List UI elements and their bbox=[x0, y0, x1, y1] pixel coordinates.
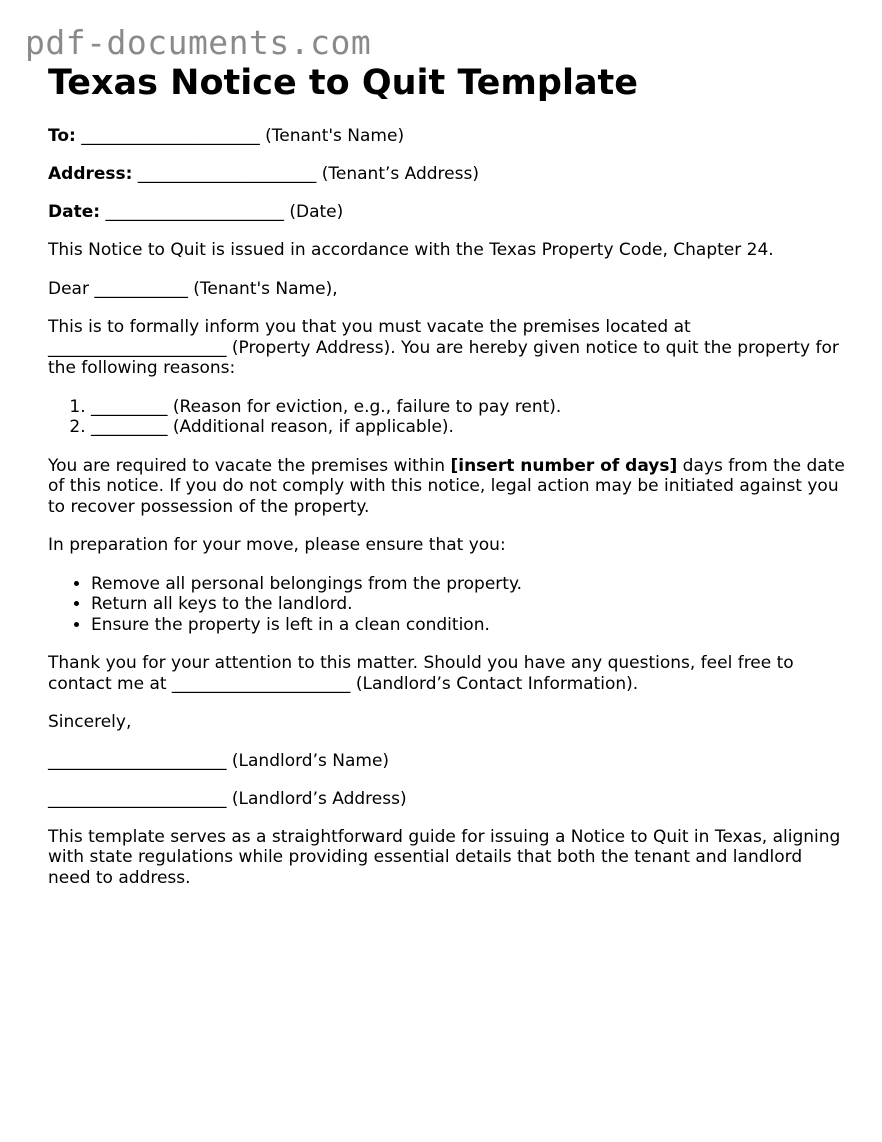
address-label: Address: bbox=[48, 164, 133, 184]
thanks-line-2: contact me at _____________________ (Landlord’s Contact Information). bbox=[48, 673, 639, 694]
watermark: pdf-documents.com bbox=[25, 23, 372, 62]
landlord-name-field: _____________________ (Landlord’s Name) bbox=[48, 750, 390, 771]
preparation-list bbox=[48, 574, 848, 636]
address-field bbox=[48, 164, 848, 185]
thanks-paragraph bbox=[48, 653, 848, 694]
deadline-text-after: days from the date of this notice. If you do not comply with this notice, legal action may be initiated against you to recover possession of the property. bbox=[48, 455, 845, 517]
reasons-list bbox=[48, 397, 848, 438]
deadline-text-before: You are required to vacate the premises within bbox=[48, 455, 451, 476]
to-hint: (Tenant's Name) bbox=[265, 126, 405, 146]
to-field bbox=[48, 126, 848, 147]
preparation-intro: In preparation for your move, please ensure that you: bbox=[48, 535, 506, 555]
notice-rest: _____________________ (Property Address). You are hereby given notice to quit the property for the following reasons: bbox=[48, 337, 839, 378]
thanks-line-1: Thank you for your attention to this matter. Should you have any questions, feel free to bbox=[48, 653, 794, 673]
list-item: • Remove all personal belongings from the property. bbox=[91, 574, 848, 595]
closing: Sincerely, bbox=[48, 712, 132, 732]
address-blank: _____________________ bbox=[137, 164, 317, 184]
list-item: • Return all keys to the landlord. bbox=[91, 594, 848, 615]
document-body bbox=[48, 62, 848, 906]
to-label: To: bbox=[48, 126, 76, 146]
date-field bbox=[48, 202, 848, 223]
page-title: Texas Notice to Quit Template bbox=[48, 63, 639, 103]
notice-paragraph bbox=[48, 317, 848, 379]
date-blank: _____________________ bbox=[105, 202, 284, 222]
footer-paragraph: This template serves as a straightforward guide for issuing a Notice to Quit in Texas, aligning with state regulations while providing essential details that both the tenant and landlord need to address. bbox=[48, 826, 841, 888]
list-item: • Ensure the property is left in a clean condition. bbox=[91, 615, 848, 636]
intro-paragraph: This Notice to Quit is issued in accordance with the Texas Property Code, Chapter 24. bbox=[48, 240, 774, 260]
landlord-address-field: _____________________ (Landlord’s Address) bbox=[48, 788, 407, 809]
list-item: 2. _________ (Additional reason, if applicable). bbox=[91, 417, 848, 438]
notice-line-1: This is to formally inform you that you must vacate the premises located at bbox=[48, 317, 691, 337]
date-hint: (Date) bbox=[289, 202, 344, 222]
days-placeholder: [insert number of days] bbox=[450, 455, 678, 476]
address-hint: (Tenant’s Address) bbox=[321, 164, 479, 184]
deadline-paragraph bbox=[48, 456, 848, 518]
date-label: Date: bbox=[48, 202, 101, 222]
salutation: Dear ___________ (Tenant's Name), bbox=[48, 278, 338, 299]
to-blank: _____________________ bbox=[81, 126, 260, 146]
list-item: 1. _________ (Reason for eviction, e.g., failure to pay rent). bbox=[91, 397, 848, 418]
